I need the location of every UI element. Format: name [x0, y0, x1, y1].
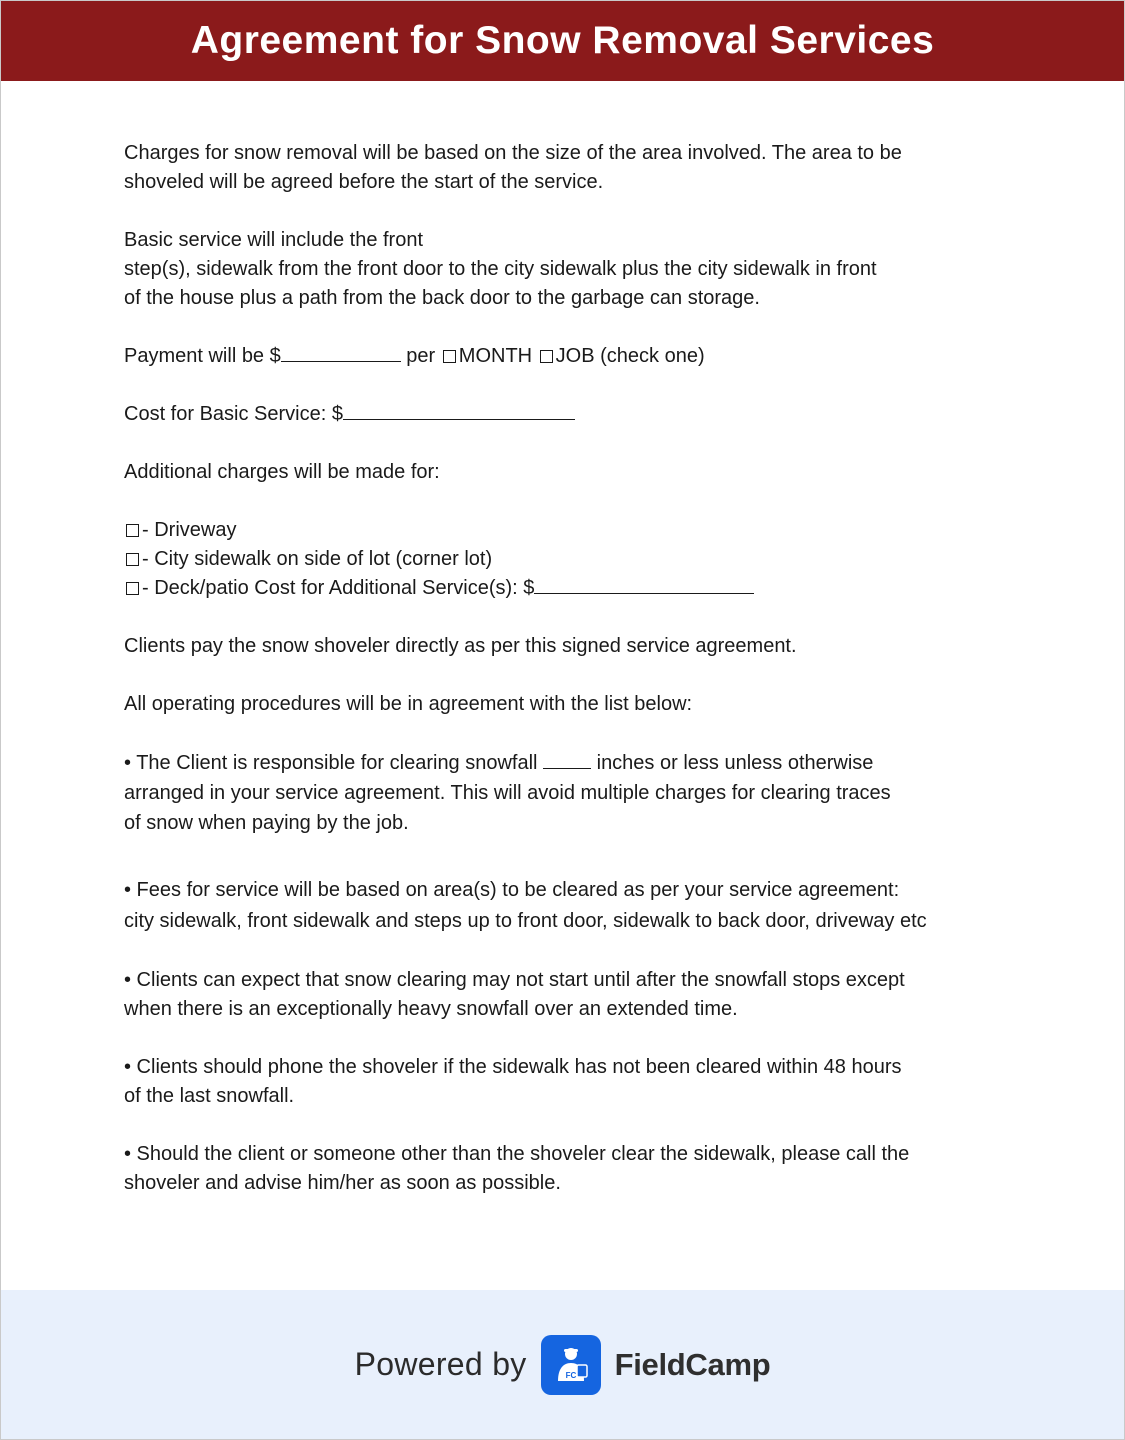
additional-cost-blank[interactable]	[534, 575, 754, 594]
text-line: when there is an exceptionally heavy snowfall over an extended time.	[124, 998, 738, 1020]
procedures-paragraph	[124, 690, 1024, 719]
powered-by-label: Powered by	[354, 1346, 527, 1382]
bullet-timing	[124, 966, 1024, 1024]
text-line: • Fees for service will be based on area(s) to be cleared as per your service agreement:	[124, 879, 900, 901]
text-line: • Clients should phone the shoveler if the sidewalk has not been cleared within 48 hours	[124, 1056, 902, 1078]
month-checkbox[interactable]	[443, 350, 456, 363]
text-line: shoveler and advise him/her as soon as possible.	[124, 1172, 561, 1194]
text-line: • Should the client or someone other than the shoveler clear the sidewalk, please call the	[124, 1143, 910, 1165]
basic-cost-line	[124, 400, 1024, 429]
basic-cost-label: Cost for Basic Service: $	[124, 403, 343, 425]
text-line: shoveled will be agreed before the start of the service.	[124, 171, 604, 193]
payment-per-label: per	[400, 345, 441, 367]
text-line: All operating procedures will be in agreement with the list below:	[124, 693, 693, 715]
text-line: Charges for snow removal will be based on the size of the area involved. The area to be	[124, 142, 902, 164]
text-line: of the last snowfall.	[124, 1085, 295, 1107]
bullet-snowfall	[124, 748, 1024, 838]
driveway-checkbox[interactable]	[126, 524, 139, 537]
payment-amount-blank[interactable]	[281, 343, 401, 362]
text-line: step(s), sidewalk from the front door to the city sidewalk plus the city sidewalk in front	[124, 258, 877, 280]
inches-blank[interactable]	[543, 750, 591, 769]
text-line: of the house plus a path from the back door to the garbage can storage.	[124, 287, 760, 309]
agreement-body	[124, 139, 1024, 1227]
payment-label: Payment will be $	[124, 345, 281, 367]
list-item	[124, 574, 1024, 603]
text-line: of snow when paying by the job.	[124, 812, 409, 834]
corner-lot-label: - City sidewalk on side of lot (corner lot)	[142, 548, 493, 570]
page-title: Agreement for Snow Removal Services	[190, 19, 935, 62]
text-line: city sidewalk, front sidewalk and steps up to front door, sidewalk to back door, driveway etc	[124, 910, 927, 932]
brand-name: FieldCamp	[614, 1346, 771, 1382]
clients-pay-paragraph	[124, 632, 1024, 661]
intro-paragraph	[124, 139, 1024, 197]
deck-patio-checkbox[interactable]	[126, 582, 139, 595]
driveway-label: - Driveway	[142, 519, 237, 541]
logo-initials: FC	[565, 1370, 576, 1380]
bullet-fees	[124, 875, 1024, 937]
list-item	[124, 516, 1024, 545]
header-banner	[1, 1, 1124, 81]
text-fragment: inches or less unless otherwise	[591, 752, 874, 774]
basic-service-paragraph	[124, 226, 1024, 313]
additional-charges-heading	[124, 458, 1024, 487]
month-label: MONTH	[458, 345, 538, 367]
text-line: arranged in your service agreement. This will avoid multiple charges for clearing traces	[124, 782, 891, 804]
list-item	[124, 545, 1024, 574]
additional-charges-list	[124, 516, 1024, 603]
payment-line	[124, 342, 1024, 371]
job-label: JOB (check one)	[555, 345, 705, 367]
bullet-self-clear	[124, 1140, 1024, 1198]
text-line: Basic service will include the front	[124, 229, 424, 251]
deck-patio-label: - Deck/patio Cost for Additional Service(s): $	[142, 577, 535, 599]
text-line: • Clients can expect that snow clearing may not start until after the snowfall stops except	[124, 969, 905, 991]
job-checkbox[interactable]	[540, 350, 553, 363]
text-fragment: • The Client is responsible for clearing snowfall	[124, 752, 544, 774]
text-line: Additional charges will be made for:	[124, 461, 440, 483]
footer-banner	[1, 1290, 1124, 1439]
text-line: Clients pay the snow shoveler directly as per this signed service agreement.	[124, 635, 797, 657]
basic-cost-blank[interactable]	[343, 401, 575, 420]
fieldcamp-logo-icon	[541, 1335, 601, 1395]
corner-lot-checkbox[interactable]	[126, 553, 139, 566]
bullet-phone	[124, 1053, 1024, 1111]
